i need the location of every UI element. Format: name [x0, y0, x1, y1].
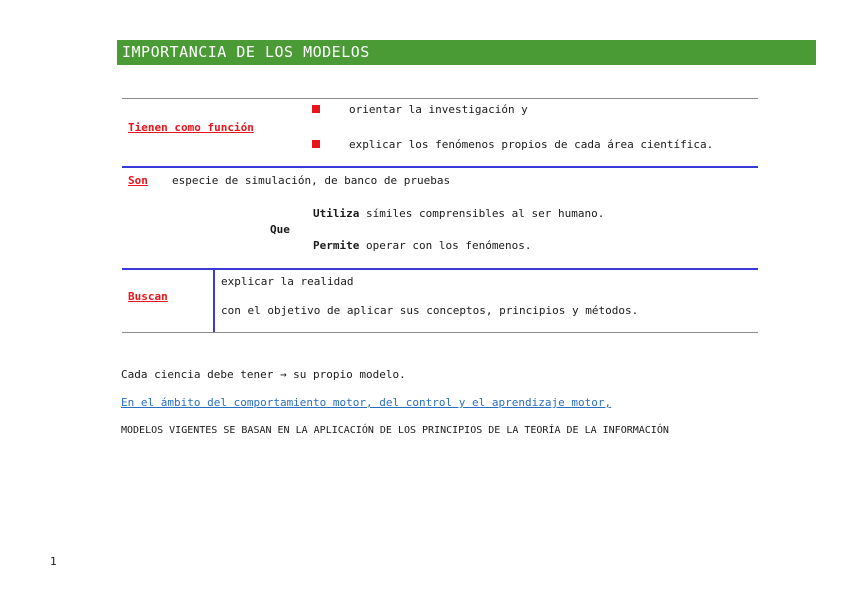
- permite-line: [313, 239, 532, 252]
- function-item-1: orientar la investigación y: [349, 103, 528, 116]
- footer-link[interactable]: En el ámbito del comportamiento motor, del control y el aprendizaje motor,: [121, 396, 612, 409]
- title-bar: [117, 40, 816, 65]
- son-text: especie de simulación, de banco de pruebas: [172, 174, 451, 187]
- buscan-line-1: explicar la realidad: [221, 275, 354, 288]
- son-label: Son: [128, 174, 148, 187]
- permite-bold: Permite: [313, 239, 360, 252]
- utiliza-bold: Utiliza: [313, 207, 360, 220]
- red-bullet-icon: [312, 105, 320, 113]
- divider-blue-2: [122, 268, 758, 270]
- red-bullet-icon: [312, 140, 320, 148]
- function-item-2: explicar los fenómenos propios de cada área científica.: [349, 138, 714, 151]
- permite-rest: operar con los fenómenos.: [365, 239, 532, 252]
- column-divider: [213, 268, 215, 332]
- buscan-line-2: con el objetivo de aplicar sus conceptos, principios y métodos.: [221, 304, 639, 317]
- footer-line-1: Cada ciencia debe tener → su propio modelo.: [121, 368, 406, 381]
- utiliza-rest: símiles comprensibles al ser humano.: [365, 207, 605, 220]
- footer-line-3: MODELOS VIGENTES SE BASAN EN LA APLICACIÓN DE LOS PRINCIPIOS DE LA TEORÍA DE LA INFORMACIÓN: [121, 425, 669, 436]
- page-title: IMPORTANCIA DE LOS MODELOS: [122, 43, 370, 61]
- divider-top: [122, 98, 758, 99]
- divider-blue-1: [122, 166, 758, 168]
- divider-bottom: [122, 332, 758, 333]
- que-label: Que: [270, 223, 290, 236]
- page-number: 1: [50, 555, 57, 568]
- utiliza-line: [313, 207, 604, 220]
- function-label: Tienen como función: [128, 121, 254, 134]
- buscan-label: Buscan: [128, 290, 168, 303]
